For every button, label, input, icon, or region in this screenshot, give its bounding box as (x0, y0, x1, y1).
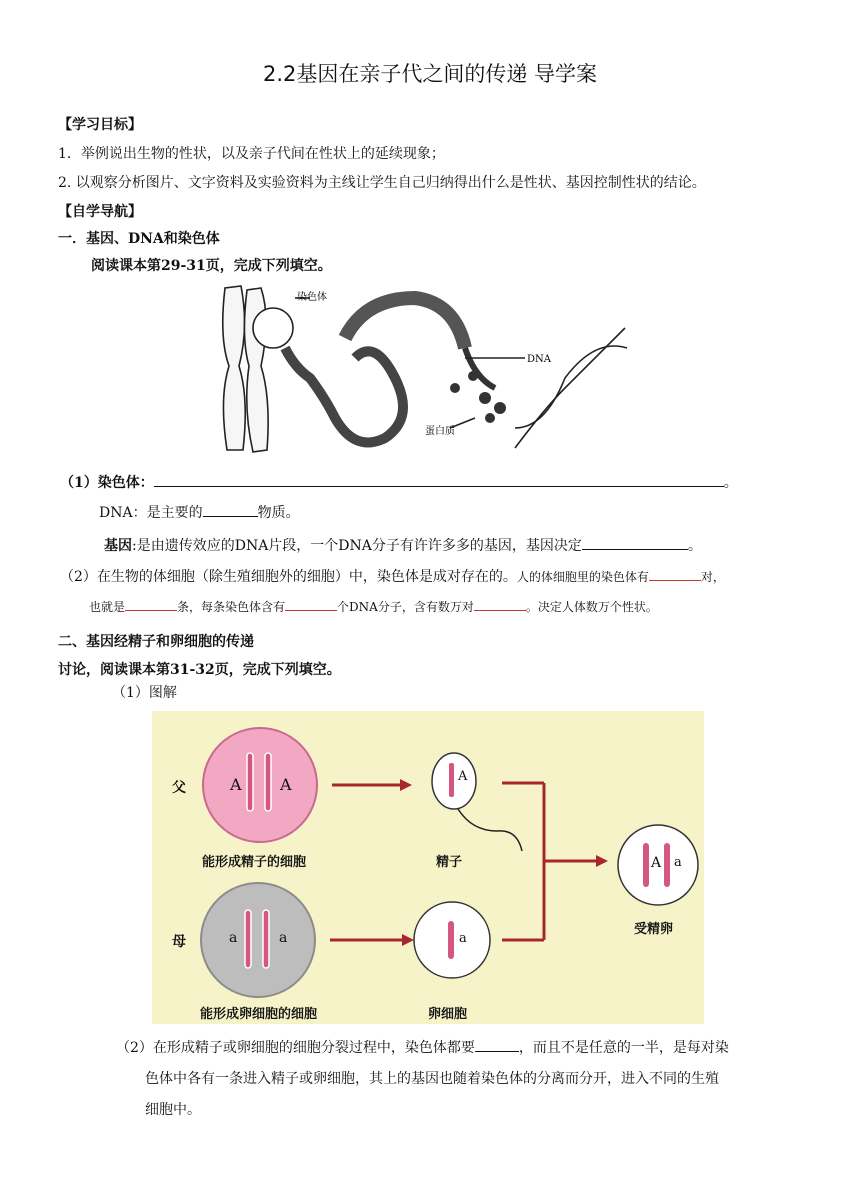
fig2-father-label: 父 (172, 780, 186, 796)
q1-end: 。 (723, 475, 738, 491)
fig1-label-chromosome: 染色体 (297, 292, 327, 303)
goal-2: 2. 以观察分析图片、文字资料及实验资料为主线让学生自己归纳得出什么是性状、基因控制性状的结论。 (58, 175, 706, 191)
q2-line2-b: 条，每条染色体含有 (177, 600, 286, 614)
fig2-zygote-caption: 受精卵 (634, 922, 674, 937)
sub2-line3: 细胞中。 (145, 1102, 201, 1118)
nav-header: 【自学导航】 (58, 204, 142, 220)
fig2-mother-allele-1: a (229, 930, 238, 946)
fig1-label-protein: 蛋白质 (425, 426, 455, 437)
q2-blank-pairs[interactable] (649, 566, 701, 581)
q1-blank[interactable] (154, 472, 724, 487)
q2-line2-d: 。决定人体数万个性状。 (525, 600, 658, 614)
q2-blank-dna[interactable] (285, 596, 337, 611)
chromosome-dna-figure (215, 278, 635, 456)
q2-text-b: 人的体细胞里的染色体有 (516, 570, 649, 584)
goals-header: 【学习目标】 (58, 117, 142, 133)
fig2-sperm-caption: 精子 (436, 855, 463, 870)
q2-text-a: （2）在生物的体细胞（除生殖细胞外的细胞）中，染色体是成对存在的。 (60, 569, 517, 585)
gene-blank[interactable] (582, 535, 688, 550)
q2-line2-c: 个DNA分子，含有数万对 (337, 600, 474, 614)
q2-line2-a: 也就是 (89, 600, 126, 614)
sub2-blank[interactable] (475, 1037, 519, 1052)
q1-label: （1）染色体： (60, 475, 154, 491)
fig1-label-dna: DNA (527, 354, 551, 365)
fig2-egg-cell-caption: 能形成卵细胞的细胞 (200, 1007, 318, 1022)
page-title: 2.2基因在亲子代之间的传递 导学案 (262, 62, 598, 86)
fig2-mother-label: 母 (172, 934, 186, 950)
fig2-father-allele-2: A (280, 775, 292, 794)
q2-text-c: 对， (700, 570, 725, 584)
part2-instruction: 讨论，阅读课本第31-32页，完成下列填空。 (58, 662, 341, 678)
sub2-text-b: ，而且不是任意的一半，是每对染 (518, 1040, 729, 1056)
sub2-text-a: （2）在形成精子或卵细胞的细胞分裂过程中，染色体都要 (116, 1040, 475, 1056)
sub1-label: （1）图解 (112, 685, 177, 701)
fig2-father-allele-1: A (230, 775, 242, 794)
fig2-egg-allele: a (459, 931, 467, 946)
fig2-egg-caption: 卵细胞 (428, 1007, 468, 1022)
fig2-mother-allele-2: a (279, 930, 288, 946)
dna-blank[interactable] (203, 502, 258, 517)
part1-title: 一．基因、DNA和染色体 (58, 231, 220, 247)
sub2-line2: 色体中各有一条进入精子或卵细胞，其上的基因也随着染色体的分离而分开，进入不同的生殖 (145, 1071, 719, 1087)
dna-suffix: 物质。 (257, 505, 300, 521)
fig2-sperm-allele: A (458, 769, 468, 784)
gene-label: 基因 (104, 538, 132, 554)
gene-end: 。 (687, 538, 702, 554)
dna-prefix: DNA：是主要的 (99, 505, 203, 521)
part2-title: 二、基因经精子和卵细胞的传递 (58, 634, 254, 650)
q2-blank-genes[interactable] (474, 596, 526, 611)
gene-text: :是由遗传效应的DNA片段，一个DNA分子有许许多多的基因，基因决定 (132, 538, 582, 554)
fig2-zygote-allele-2: a (674, 855, 682, 870)
goal-1: 1．举例说出生物的性状，以及亲子代间在性状上的延续现象； (58, 146, 445, 162)
gene-transmission-figure (152, 711, 704, 1024)
fig2-zygote-allele-1: A (651, 855, 662, 871)
part1-instruction: 阅读课本第29-31页，完成下列填空。 (91, 258, 332, 274)
q2-blank-count[interactable] (125, 596, 177, 611)
fig2-sperm-cell-caption: 能形成精子的细胞 (202, 855, 307, 870)
